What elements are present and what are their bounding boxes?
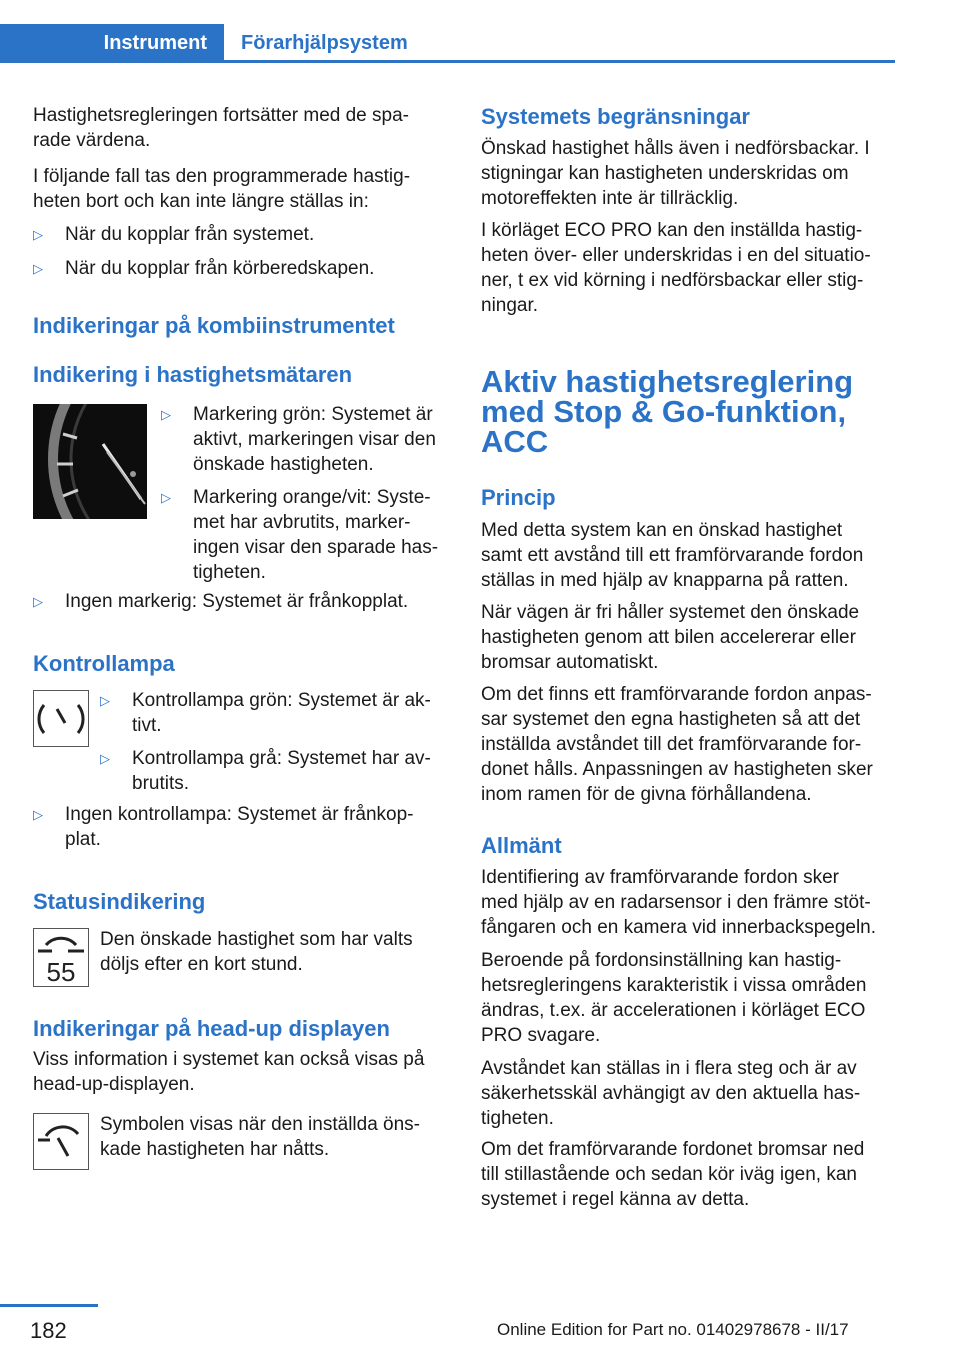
heading-allmant: Allmänt [481, 833, 562, 858]
control-lamp-icon [33, 690, 89, 747]
header-rule [0, 60, 895, 63]
tab-forarhjalpsystem-label: Förarhjälpsystem [241, 32, 408, 54]
left-column [33, 103, 453, 281]
list-item: ▷ När du kopplar från körberedskapen. [33, 258, 375, 279]
list-ingen-kontrollampa [33, 802, 453, 852]
triangle-icon: ▷ [100, 693, 110, 708]
triangle-icon: ▷ [33, 807, 43, 822]
princip-paragraph-2: När vägen är fri håller systemet den önskade hastigheten genom att bilen accelererar eller bromsar automatiskt. [481, 602, 860, 673]
page-number: 182 [30, 1318, 67, 1343]
heading-statusindikering: Statusindikering [33, 889, 206, 914]
heading-kombiinstrument: Indikeringar på kombiinstrumentet [33, 313, 395, 338]
allmant-paragraph-1: Identifiering av framförvarande fordon sker med hjälp av en radarsensor i den främre stöt- fångaren och en kamera vid innerbackspegeln. [481, 867, 877, 938]
tab-instrument-label: Instrument [103, 32, 207, 54]
heading-begransningar: Systemets begränsningar [481, 104, 750, 129]
triangle-icon: ▷ [33, 594, 43, 609]
allmant-paragraph-3: Avståndet kan ställas in i flera steg och är av säkerhetsskäl avhängigt av den aktuella has- tigheten. [481, 1058, 861, 1129]
begr-paragraph-1: Önskad hastighet hålls även i nedförsbackar. I stigningar kan hastigheten underskridas om motoreffekten inte är tillräcklig. [481, 138, 870, 209]
hud-speed-icon [33, 1113, 89, 1170]
kontroll-list [100, 688, 452, 796]
list-item: ▷ Ingen markerig: Systemet är frånkopplat. [33, 591, 409, 612]
hud-paragraph: Viss information i systemet kan också visas på head-up-displayen. [33, 1049, 425, 1095]
princip-paragraph-3: Om det finns ett framförvarande fordon anpas- sar systemet den egna hastigheten så att det inställda avståndet till det framförvarande for- donet hålls. Anpassningen av hastigheten sker inom ramen för de givna förhållandena. [481, 684, 873, 805]
left-paragraph-2: I följande fall tas den programmerade hastig- heten bort och kan inte längre ställas in: [33, 166, 411, 212]
triangle-icon: ▷ [161, 490, 171, 505]
triangle-icon: ▷ [33, 227, 43, 242]
hud-text: Symbolen visas när den inställda öns- kade hastigheten har nåtts. [100, 1114, 421, 1160]
list-item: ▷ Ingen kontrollampa: Systemet är frånkop- plat. [33, 804, 414, 850]
allmant-paragraph-2: Beroende på fordonsinställning kan hastig- hetsregleringens karakteristik i vissa områden ändras, t.ex. är accelerationen i körläget ECO PRO svagare. [481, 950, 867, 1046]
tab-forarhjalpsystem[interactable] [241, 24, 408, 63]
triangle-icon: ▷ [100, 751, 110, 766]
triangle-icon: ▷ [161, 407, 171, 422]
list-item: ▷ Kontrollampa grå: Systemet har av- brutits. [100, 748, 431, 794]
speedo-list [161, 402, 451, 585]
footer-rule [0, 1304, 98, 1307]
status-speed-value: 55 [46, 957, 76, 986]
footer-edition: Online Edition for Part no. 01402978678 - II/17 [497, 1320, 849, 1339]
list-ingen-markering [33, 589, 453, 614]
heading-acc: Aktiv hastighetsreglering med Stop & Go-funktion, ACC [481, 364, 854, 459]
list-item: ▷ Markering grön: Systemet är aktivt, markeringen visar den önskade hastigheten. [161, 404, 436, 475]
list-item: ▷ När du kopplar från systemet. [33, 224, 315, 245]
list-item: ▷ Markering orange/vit: Syste- met har avbrutits, marker- ingen visar den sparade has- tigheten. [161, 487, 439, 583]
status-speed-icon [33, 928, 89, 987]
tab-instrument[interactable] [0, 24, 224, 63]
list-item: ▷ Kontrollampa grön: Systemet är ak- tivt. [100, 690, 431, 736]
heading-head-up: Indikeringar på head-up displayen [33, 1016, 390, 1041]
allmant-paragraph-4: Om det framförvarande fordonet bromsar ned till stillastående och sedan kör iväg igen, kan systemet i regel känna av detta. [481, 1139, 865, 1210]
status-text: Den önskade hastighet som har valts döljs efter en kort stund. [100, 929, 413, 975]
heading-kontrollampa: Kontrollampa [33, 651, 175, 676]
left-paragraph-1: Hastighetsregleringen fortsätter med de spa- rade värdena. [33, 105, 409, 151]
begr-paragraph-2: I körläget ECO PRO kan den inställda hastig- heten över- eller underskridas i en del situatio- ner, t ex vid körning i nedförsbackar eller stig- ningar. [481, 220, 871, 316]
speedometer-image [33, 404, 147, 519]
princip-paragraph-1: Med detta system kan en önskad hastighet samt ett avstånd till ett framförvarande fordon ställas in med hjälp av knapparna på ratten. [481, 520, 864, 591]
triangle-icon: ▷ [33, 261, 43, 276]
heading-princip: Princip [481, 485, 556, 510]
heading-hastighetsmataren: Indikering i hastighetsmätaren [33, 362, 353, 387]
